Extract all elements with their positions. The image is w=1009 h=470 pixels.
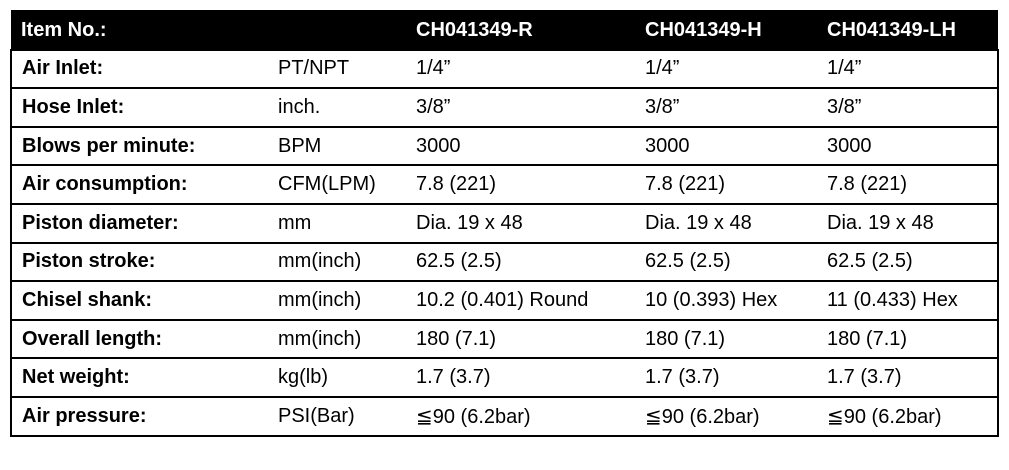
value-cell-model-2: 3000 [635,127,817,166]
value-cell-model-1: 180 (7.1) [406,320,635,359]
param-cell: Net weight: [11,358,268,397]
value-cell-model-1: Dia. 19 x 48 [406,204,635,243]
value-cell-model-2: 10 (0.393) Hex [635,281,817,320]
param-cell: Piston diameter: [11,204,268,243]
param-cell: Chisel shank: [11,281,268,320]
value-cell-model-2: ≦90 (6.2bar) [635,397,817,436]
value-cell-model-2: 7.8 (221) [635,165,817,204]
header-model-3: CH041349-LH [817,11,998,50]
param-cell: Air pressure: [11,397,268,436]
table-row [11,88,998,127]
table-header [11,11,998,50]
value-cell-model-1: 3000 [406,127,635,166]
param-cell: Piston stroke: [11,243,268,282]
unit-cell: CFM(LPM) [268,165,406,204]
unit-cell: kg(lb) [268,358,406,397]
value-cell-model-3: ≦90 (6.2bar) [817,397,998,436]
table-row [11,243,998,282]
value-cell-model-2: 1.7 (3.7) [635,358,817,397]
table-row [11,320,998,359]
table-row [11,397,998,436]
unit-cell: BPM [268,127,406,166]
table-body [11,50,998,436]
table-row [11,358,998,397]
unit-cell: mm(inch) [268,243,406,282]
value-cell-model-3: 1.7 (3.7) [817,358,998,397]
value-cell-model-1: 7.8 (221) [406,165,635,204]
value-cell-model-1: 3/8” [406,88,635,127]
value-cell-model-1: ≦90 (6.2bar) [406,397,635,436]
table-row [11,204,998,243]
value-cell-model-3: 180 (7.1) [817,320,998,359]
header-row [11,11,998,50]
value-cell-model-1: 1/4” [406,50,635,89]
unit-cell: mm [268,204,406,243]
value-cell-model-1: 62.5 (2.5) [406,243,635,282]
header-model-2: CH041349-H [635,11,817,50]
value-cell-model-3: 3000 [817,127,998,166]
table-row [11,165,998,204]
value-cell-model-3: Dia. 19 x 48 [817,204,998,243]
header-model-1: CH041349-R [406,11,635,50]
header-item-label: Item No.: [11,11,268,50]
value-cell-model-2: 180 (7.1) [635,320,817,359]
spec-table [10,10,999,437]
value-cell-model-3: 1/4” [817,50,998,89]
value-cell-model-3: 7.8 (221) [817,165,998,204]
value-cell-model-3: 3/8” [817,88,998,127]
value-cell-model-2: 62.5 (2.5) [635,243,817,282]
param-cell: Air Inlet: [11,50,268,89]
param-cell: Blows per minute: [11,127,268,166]
unit-cell: PSI(Bar) [268,397,406,436]
param-cell: Overall length: [11,320,268,359]
param-cell: Air consumption: [11,165,268,204]
unit-cell: inch. [268,88,406,127]
unit-cell: mm(inch) [268,320,406,359]
value-cell-model-3: 11 (0.433) Hex [817,281,998,320]
table-row [11,127,998,166]
unit-cell: PT/NPT [268,50,406,89]
header-unit-label [268,11,406,50]
value-cell-model-1: 10.2 (0.401) Round [406,281,635,320]
value-cell-model-2: 3/8” [635,88,817,127]
value-cell-model-2: 1/4” [635,50,817,89]
value-cell-model-1: 1.7 (3.7) [406,358,635,397]
value-cell-model-3: 62.5 (2.5) [817,243,998,282]
unit-cell: mm(inch) [268,281,406,320]
value-cell-model-2: Dia. 19 x 48 [635,204,817,243]
param-cell: Hose Inlet: [11,88,268,127]
table-row [11,50,998,89]
table-row [11,281,998,320]
